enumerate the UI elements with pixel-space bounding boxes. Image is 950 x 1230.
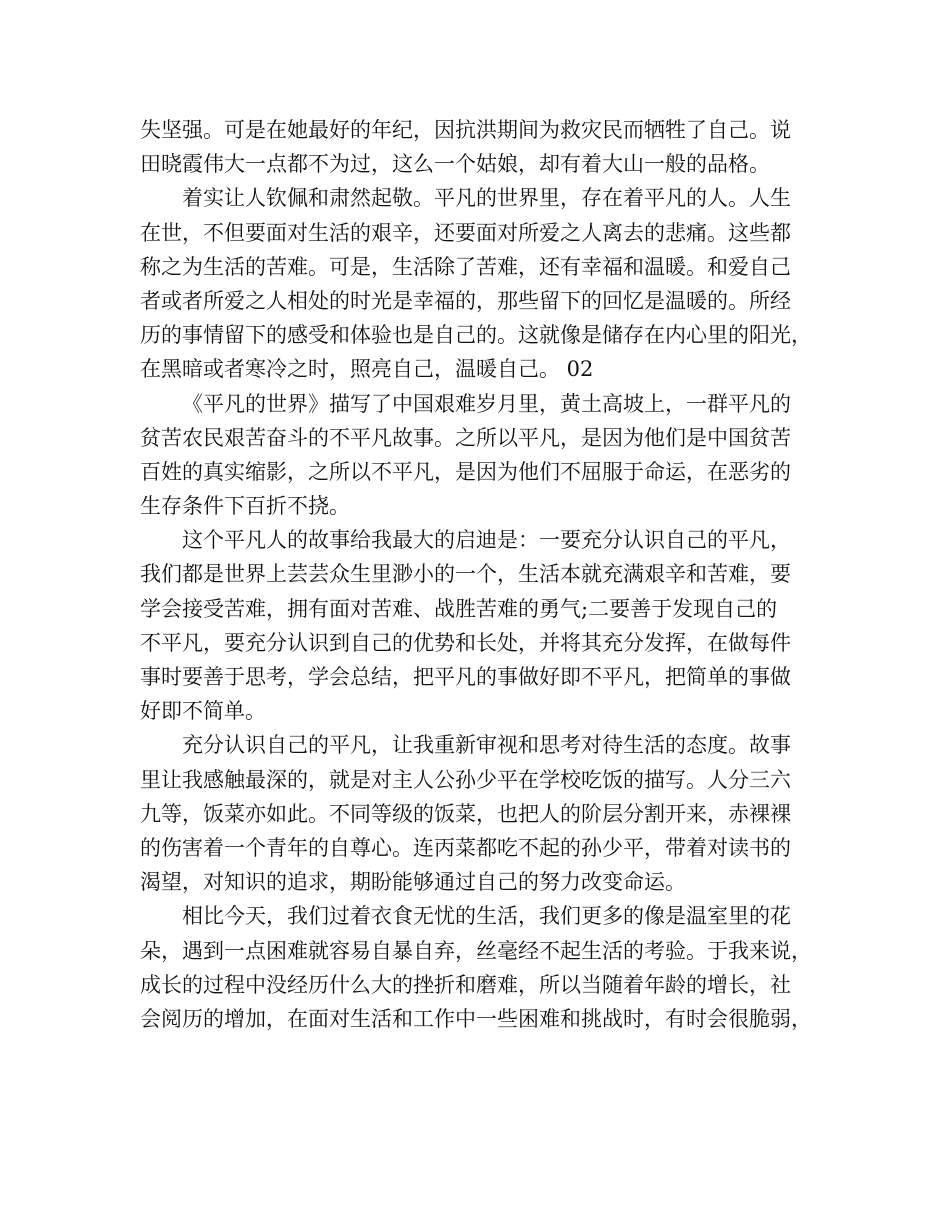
text-line: 九等，饭菜亦如此。不同等级的饭菜，也把人的阶层分割开来，赤裸裸 [140, 801, 791, 826]
text-line: 相比今天，我们过着衣食无忧的生活，我们更多的像是温室里的花 [182, 904, 791, 929]
text-line: 里让我感触最深的，就是对主人公孙少平在学校吃饭的描写。人分三六 [140, 767, 791, 792]
text-line: 生存条件下百折不挠。 [140, 494, 350, 519]
text-line: 的伤害着一个青年的自尊心。连丙菜都吃不起的孙少平，带着对读书的 [140, 835, 791, 860]
text-line: 贫苦农民艰苦奋斗的不平凡故事。之所以平凡，是因为他们是中国贫苦 [140, 425, 791, 450]
text-line: 田晓霞伟大一点都不为过，这么一个姑娘，却有着大山一般的品格。 [140, 152, 770, 177]
text-line: 好即不简单。 [140, 699, 266, 724]
text-line: 在世，不但要面对生活的艰辛，还要面对所爱之人离去的悲痛。这些都 [140, 220, 791, 245]
text-line: 失坚强。可是在她最好的年纪，因抗洪期间为救灾民而牺牲了自己。说 [140, 118, 791, 142]
text-line: 着实让人钦佩和肃然起敬。平凡的世界里，存在着平凡的人。人生 [182, 186, 791, 211]
text-line: 百姓的真实缩影，之所以不平凡，是因为他们不屈服于命运，在恶劣的 [140, 459, 791, 484]
body-text [140, 113, 820, 1036]
text-line: 充分认识自己的平凡，让我重新审视和思考对待生活的态度。故事 [182, 733, 791, 758]
text-line: 称之为生活的苦难。可是，生活除了苦难，还有幸福和温暖。和爱自己 [140, 254, 791, 279]
text-line: 学会接受苦难，拥有面对苦难、战胜苦难的勇气;二要善于发现自己的 [140, 596, 778, 621]
text-line: 这个平凡人的故事给我最大的启迪是：一要充分认识自己的平凡， [182, 528, 791, 553]
text-line: 成长的过程中没经历什么大的挫折和磨难，所以当随着年龄的增长，社 [140, 972, 791, 997]
text-line: 历的事情留下的感受和体验也是自己的。这就像是储存在内心里的阳光， [140, 323, 812, 348]
text-line: 我们都是世界上芸芸众生里渺小的一个，生活本就充满艰辛和苦难，要 [140, 562, 791, 587]
text-line: 在黑暗或者寒冷之时，照亮自己，温暖自己。 02 [140, 357, 594, 382]
text-line: 渴望，对知识的追求，期盼能够通过自己的努力改变命运。 [140, 870, 686, 895]
text-line: 不平凡，要充分认识到自己的优势和长处，并将其充分发挥，在做每件 [140, 630, 791, 655]
text-line: 者或者所爱之人相处的时光是幸福的，那些留下的回忆是温暖的。所经 [140, 288, 791, 313]
text-line: 朵，遇到一点困难就容易自暴自弃，丝毫经不起生活的考验。于我来说， [140, 938, 812, 963]
text-line: 事时要善于思考，学会总结，把平凡的事做好即不平凡，把简单的事做 [140, 665, 791, 689]
text-line: 会阅历的增加，在面对生活和工作中一些困难和挑战时，有时会很脆弱， [140, 1006, 812, 1031]
text-line: 《平凡的世界》描写了中国艰难岁月里，黄土高坡上，一群平凡的 [182, 391, 791, 416]
